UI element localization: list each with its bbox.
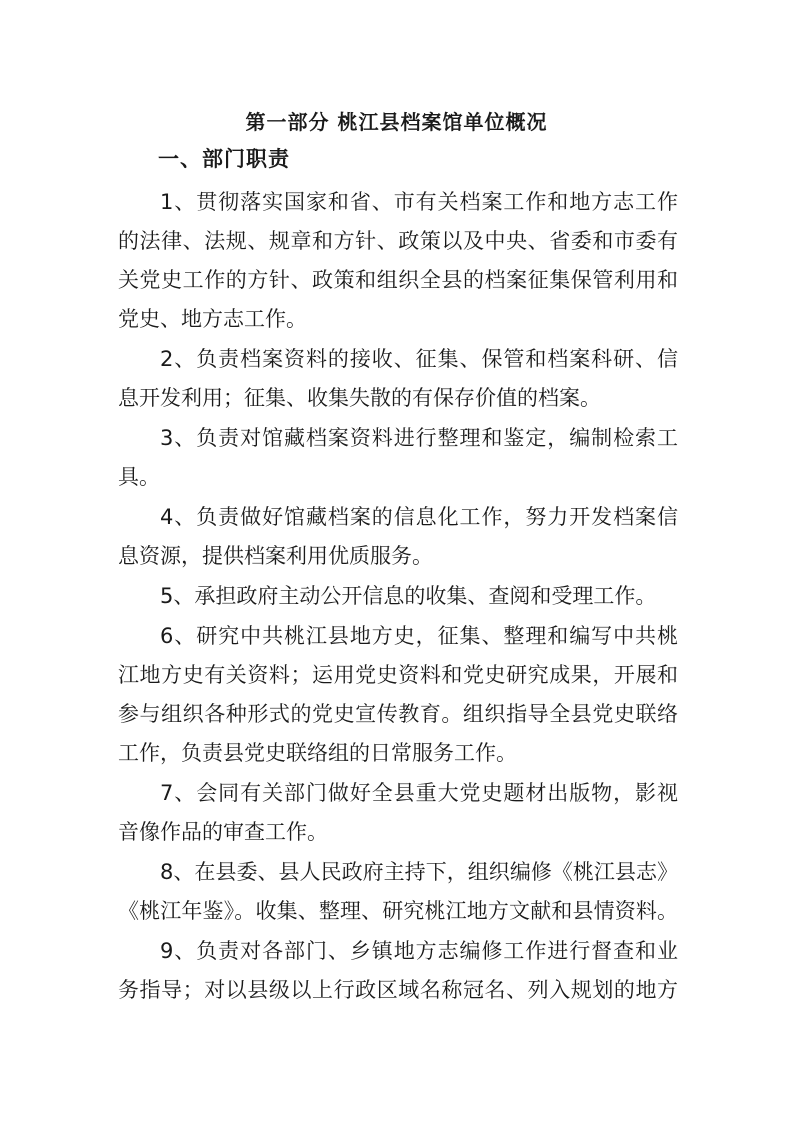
text-line: 江地方史有关资料；运用党史资料和党史研究成果，开展和 xyxy=(118,663,678,687)
text-line: 8、在县委、县人民政府主持下，组织编修《桃江县志》 xyxy=(160,860,678,884)
paragraph-duty-4 xyxy=(118,498,678,576)
text-line: 5、承担政府主动公开信息的收集、查阅和受理工作。 xyxy=(160,584,657,608)
text-line: 党史、地方志工作。 xyxy=(118,307,307,331)
paragraph-duty-8 xyxy=(118,853,678,931)
paragraph-duty-6 xyxy=(118,617,678,773)
text-line: 1、贯彻落实国家和省、市有关档案工作和地方志工作 xyxy=(160,190,678,214)
text-line: 的法律、法规、规章和方针、政策以及中央、省委和市委有 xyxy=(118,229,678,253)
paragraph-duty-5 xyxy=(118,577,678,616)
section-heading: 一、部门职责 xyxy=(158,147,290,171)
text-line: 息资源，提供档案利用优质服务。 xyxy=(118,544,433,568)
text-line: 参与组织各种形式的党史宣传教育。组织指导全县党史联络 xyxy=(118,702,678,726)
text-line: 关党史工作的方针、政策和组织全县的档案征集保管利用和 xyxy=(118,268,678,292)
paragraph-duty-2 xyxy=(118,340,678,418)
text-line: 9、负责对各部门、乡镇地方志编修工作进行督查和业 xyxy=(160,939,678,963)
text-line: 4、负责做好馆藏档案的信息化工作，努力开发档案信 xyxy=(160,505,678,529)
text-line: 7、会同有关部门做好全县重大党史题材出版物，影视 xyxy=(160,781,678,805)
paragraph-duty-1 xyxy=(118,183,678,339)
document-body xyxy=(118,183,678,1011)
text-line: 3、负责对馆藏档案资料进行整理和鉴定，编制检索工 xyxy=(160,426,678,450)
text-line: 2、负责档案资料的接收、征集、保管和档案科研、信 xyxy=(160,347,678,371)
text-line: 息开发利用；征集、收集失散的有保存价值的档案。 xyxy=(118,386,601,410)
text-line: 6、研究中共桃江县地方史，征集、整理和编写中共桃 xyxy=(160,624,678,648)
text-line: 《桃江年鉴》。收集、整理、研究桃江地方文献和县情资料。 xyxy=(118,899,678,923)
text-line: 工作，负责县党史联络组的日常服务工作。 xyxy=(118,741,517,765)
paragraph-duty-7 xyxy=(118,774,678,852)
text-line: 音像作品的审查工作。 xyxy=(118,820,328,844)
text-line: 具。 xyxy=(118,465,160,489)
paragraph-duty-3 xyxy=(118,419,678,497)
paragraph-duty-9 xyxy=(118,932,678,1010)
document-title: 第一部分 桃江县档案馆单位概况 xyxy=(245,110,548,134)
text-line: 务指导；对以县级以上行政区域名称冠名、列入规划的地方 xyxy=(118,978,678,1002)
